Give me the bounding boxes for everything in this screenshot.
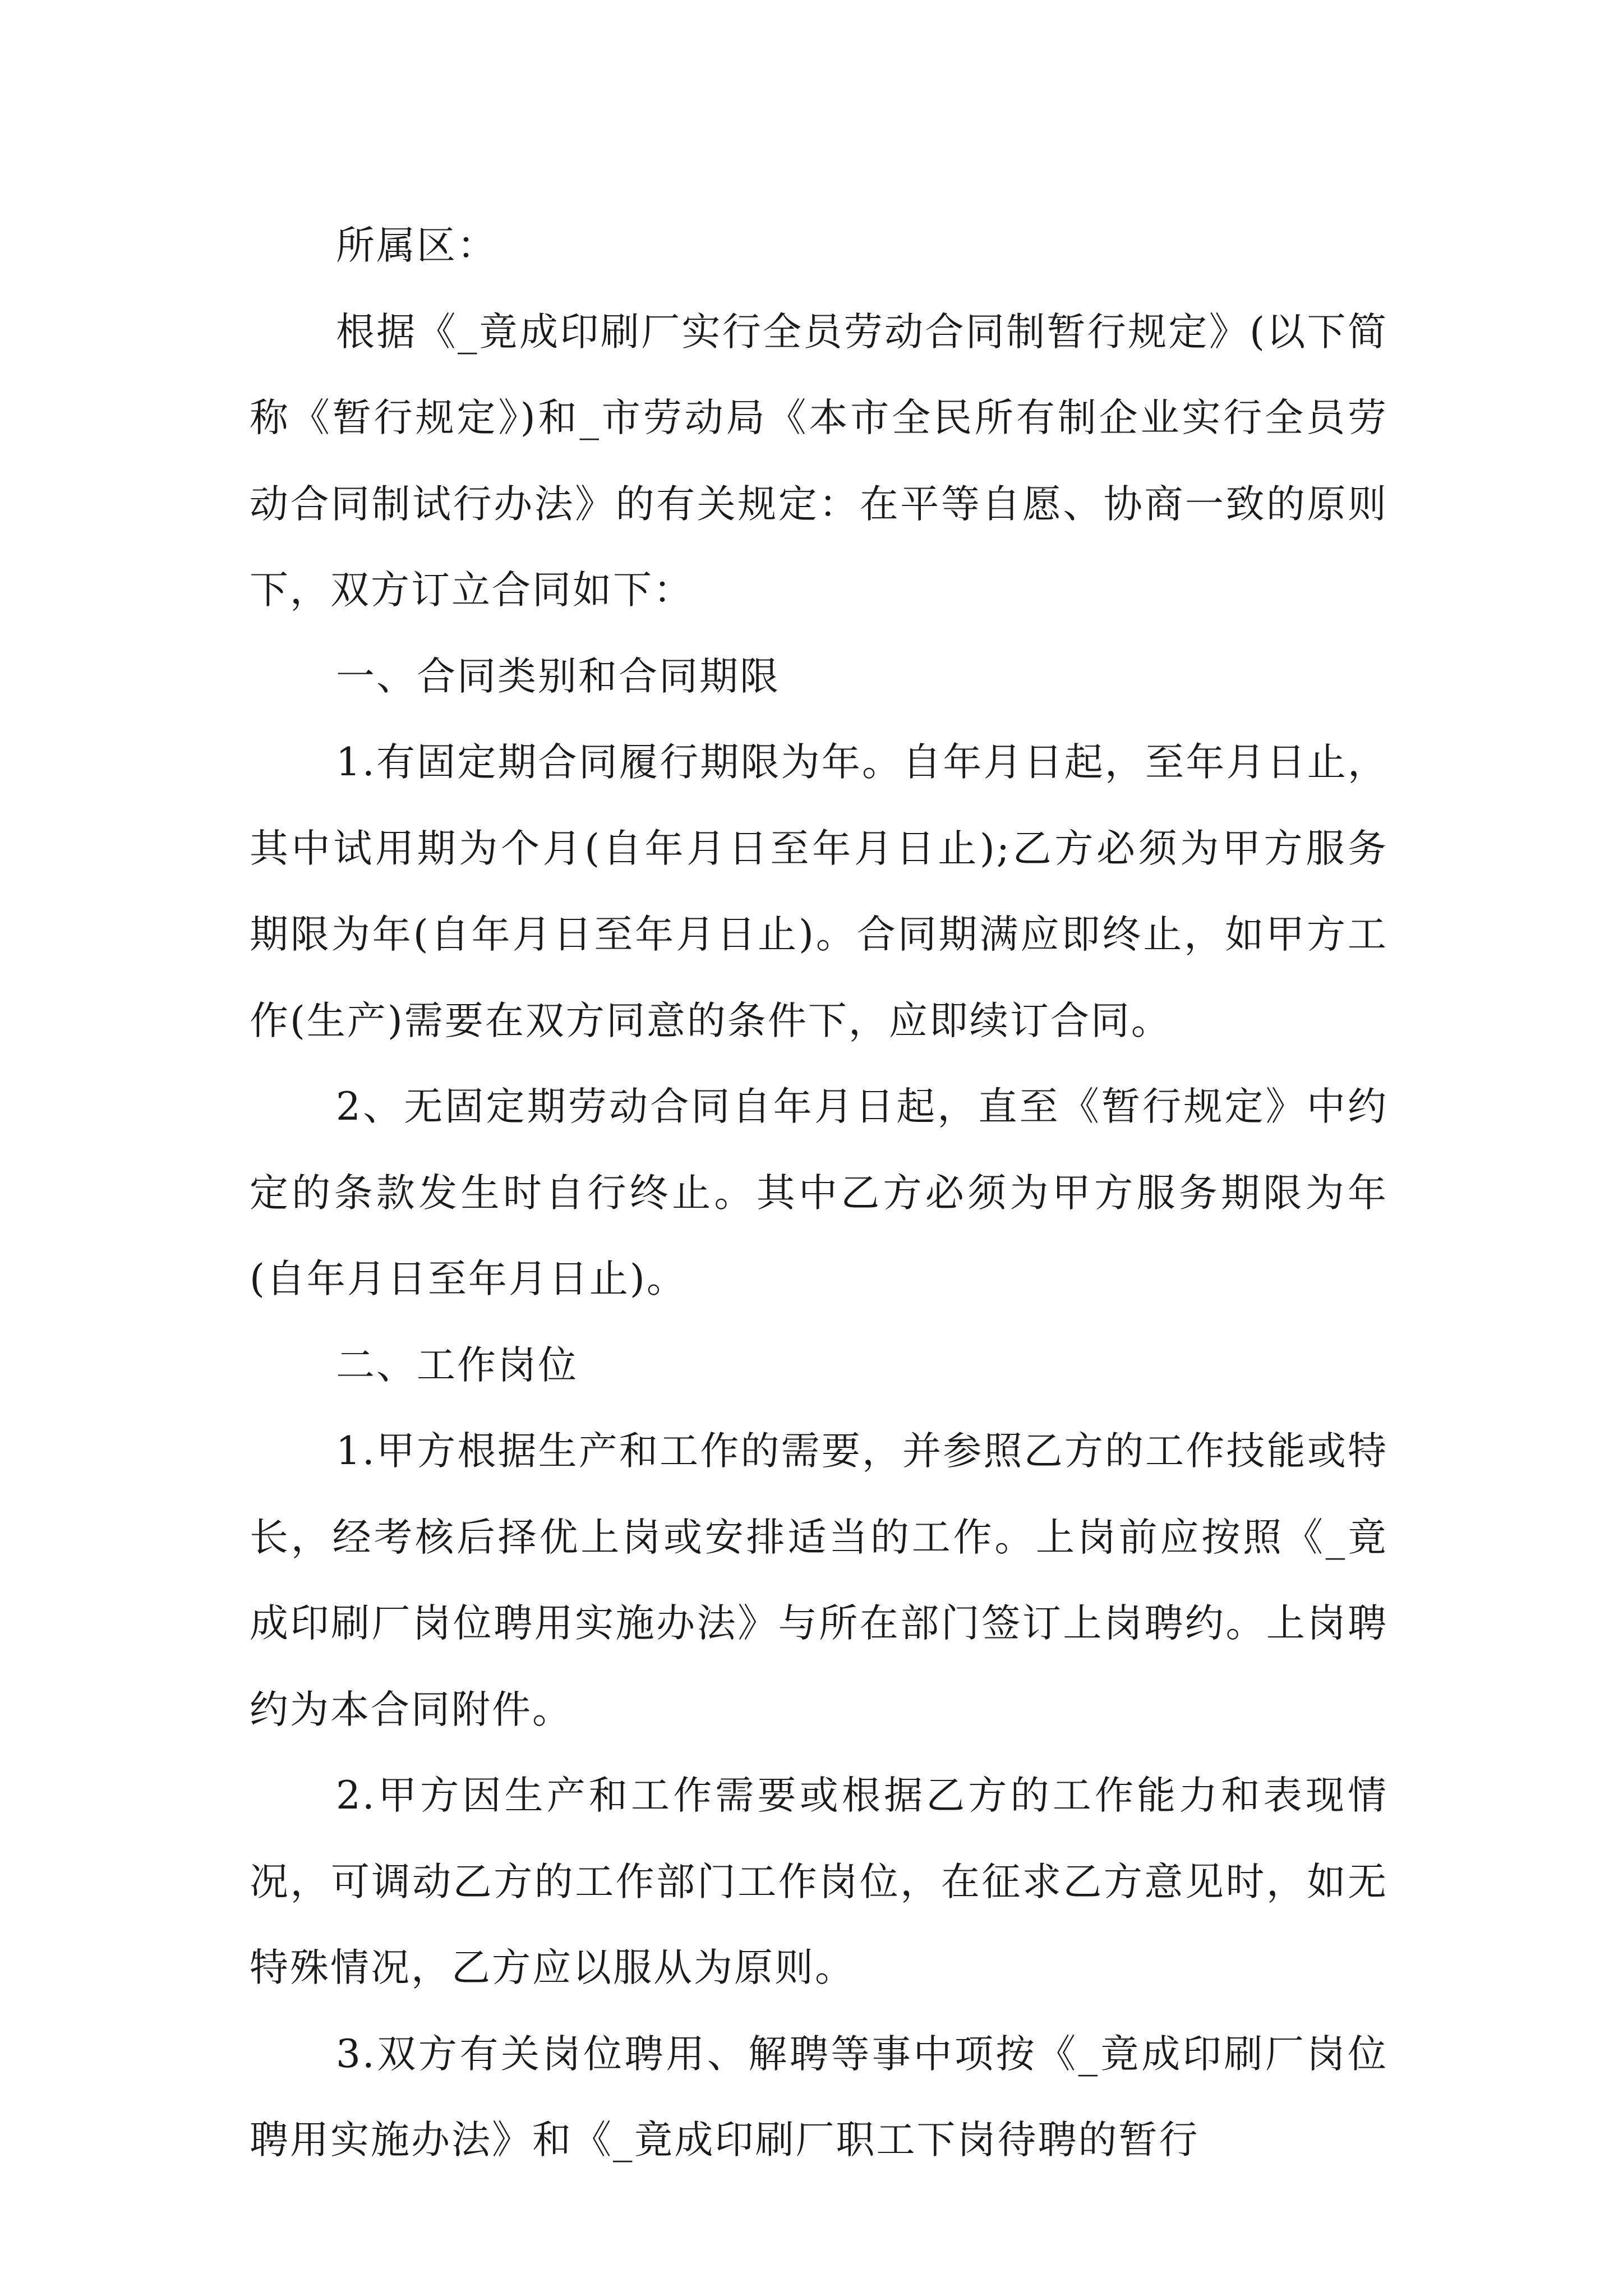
clause-2-2: 2.甲方因生产和工作需要或根据乙方的工作能力和表现情况，可调动乙方的工作部门工作岗位，在征求乙方意见时，如无特殊情况，乙方应以服从为原则。	[250, 1773, 1388, 1990]
document-body	[250, 203, 1388, 2184]
district-line: 所属区：	[336, 223, 497, 268]
clause-1-1: 1.有固定期合同履行期限为年。自年月日起，至年月日止，其中试用期为个月(自年月日至年月日止);乙方必须为甲方服务期限为年(自年月日至年月日止)。合同期满应即终止，如甲方工作(生产)需要在双方同意的条件下，应即续订合同。	[250, 740, 1388, 1043]
section-heading-job-position: 二、工作岗位	[336, 1342, 578, 1388]
preamble-paragraph: 根据《_竟成印刷厂实行全员劳动合同制暂行规定》(以下简称《暂行规定》)和_市劳动局《本市全民所有制企业实行全员劳动合同制试行办法》的有关规定：在平等自愿、协商一致的原则下，双方订立合同如下：	[250, 309, 1388, 613]
clause-2-3: 3.双方有关岗位聘用、解聘等事中项按《_竟成印刷厂岗位聘用实施办法》和《_竟成印刷厂职工下岗待聘的暂行	[250, 2031, 1388, 2162]
section-heading-contract-type: 一、合同类别和合同期限	[336, 654, 780, 699]
clause-1-2: 2、无固定期劳动合同自年月日起，直至《暂行规定》中约定的条款发生时自行终止。其中乙方必须为甲方服务期限为年(自年月日至年月日止)。	[250, 1084, 1388, 1301]
clause-2-1: 1.甲方根据生产和工作的需要，并参照乙方的工作技能或特长，经考核后择优上岗或安排适当的工作。上岗前应按照《_竟成印刷厂岗位聘用实施办法》与所在部门签订上岗聘约。上岗聘约为本合同附件。	[250, 1429, 1388, 1732]
